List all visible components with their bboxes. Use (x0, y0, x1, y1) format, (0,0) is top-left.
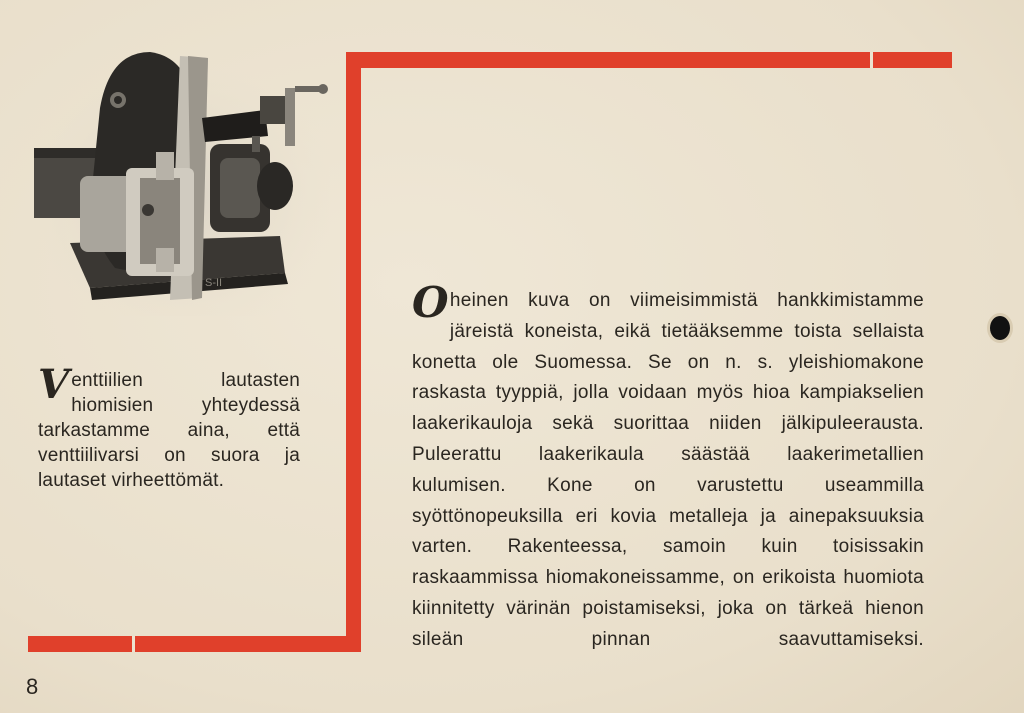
caption-text: enttiilien lautasten hiomisien yhteydessä tarkastamme aina, että venttiilivarsi on suora ja lautaset virheettömät. (38, 370, 300, 491)
red-frame-bottom-gap (132, 636, 135, 652)
photo-mark-label: S-II (205, 277, 223, 289)
red-frame-top-bar (346, 52, 952, 68)
photo-caption (38, 361, 300, 493)
binding-hole-icon (990, 316, 1010, 340)
page-number: 8 (26, 674, 39, 699)
red-frame-bottom-bar (28, 636, 361, 652)
red-frame-vertical-bar (346, 52, 361, 652)
main-paragraph (412, 278, 924, 656)
paragraph-text: heinen kuva on viimeisimmistä hankkimistamme järeistä koneista, eikä tietääksemme toista sellaista konetta ole Suomessa. Se on n. s. yleishiomakone raskasta tyyppiä, jolla voidaan myös hioa kampiakselien laakerikauloja sekä suorittaa niiden jälkipuleerausta. Puleerattu laakerikaula säästää laakerimetallien kulumisen. Kone on varustettu useammilla syöttönopeuksilla eri kovia metalleja ja ainepaksuuksia varten. Rakenteessa, samoin kuin toisissakin raskaammissa hiomakoneissamme, on erikoista huomiota kiinnitetty värinän poistamiseksi, joka on tärkeä hienon sileän pinnan saavuttamiseksi. (412, 290, 924, 650)
paragraph-drop-cap: O (412, 278, 449, 327)
caption-drop-cap: V (38, 361, 70, 408)
red-frame-top-gap (870, 52, 873, 68)
grinding-machine-photo (30, 48, 330, 316)
grinding-machine-icon (30, 48, 330, 316)
